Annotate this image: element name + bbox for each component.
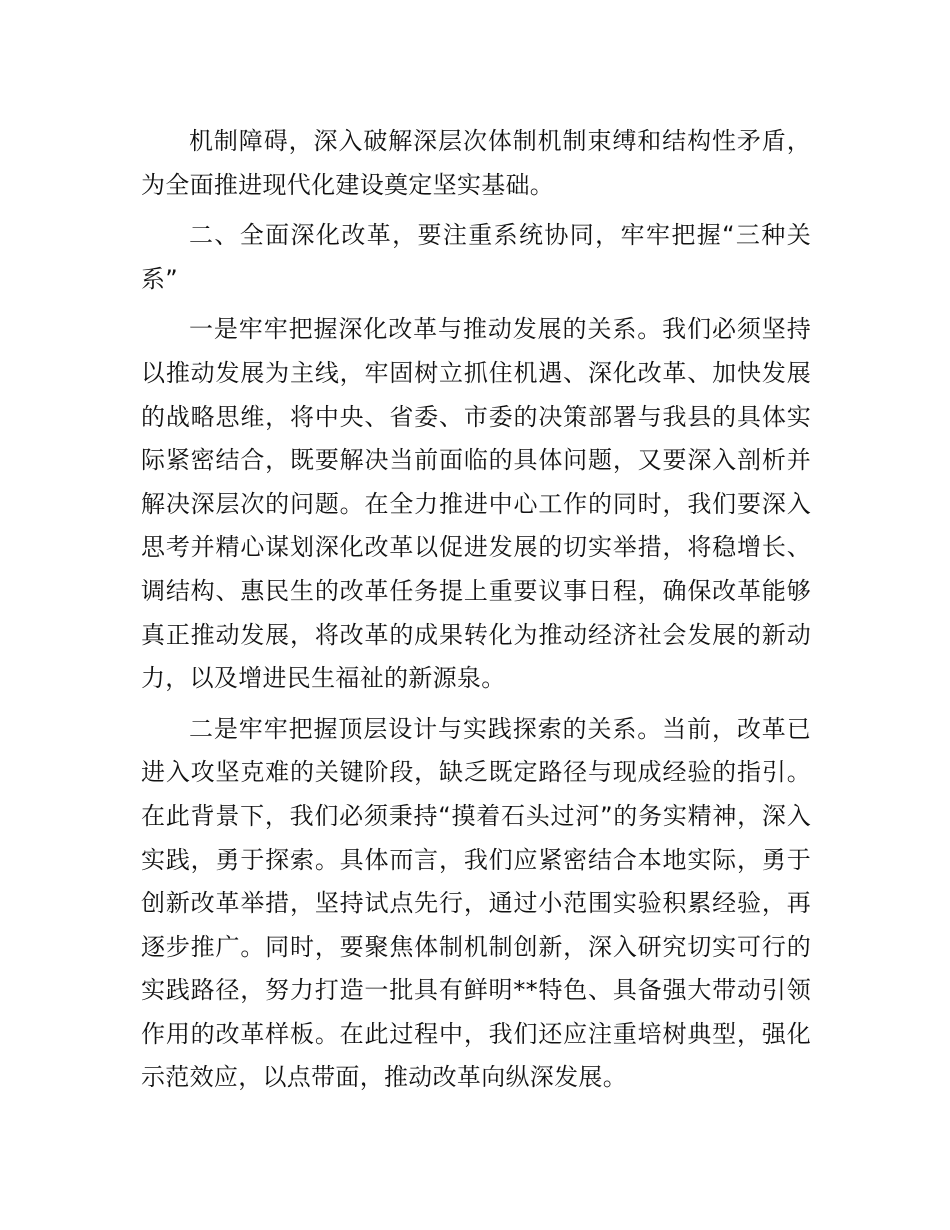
- section-heading: 二、全面深化改革，要注重系统协同，牢牢把握“三种关系”: [141, 221, 811, 293]
- document-body: [141, 120, 811, 1100]
- paragraph-design-practice: 二是牢牢把握顶层设计与实践探索的关系。当前，改革已进入攻坚克难的关键阶段，缺乏既定路径与现成经验的指引。在此背景下，我们必须秉持“摸着石头过河”的务实精神，深入实践，勇于探索。具体而言，我们应紧密结合本地实际，勇于创新改革举措，坚持试点先行，通过小范围实验积累经验，再逐步推广。同时，要聚焦体制机制创新，深入研究切实可行的实践路径，努力打造一批具有鲜明**特色、具备强大带动引领作用的改革样板。在此过程中，我们还应注重培树典型，强化示范效应，以点带面，推动改革向纵深发展。: [141, 714, 811, 1092]
- paragraph-continuation: 机制障碍，深入破解深层次体制机制束缚和结构性矛盾，为全面推进现代化建设奠定坚实基础。: [141, 127, 811, 199]
- paragraph-reform-development: 一是牢牢把握深化改革与推动发展的关系。我们必须坚持以推动发展为主线，牢固树立抓住机遇、深化改革、加快发展的战略思维，将中央、省委、市委的决策部署与我县的具体实际紧密结合，既要解决当前面临的具体问题，又要深入剖析并解决深层次的问题。在全力推进中心工作的同时，我们要深入思考并精心谋划深化改革以促进发展的切实举措，将稳增长、调结构、惠民生的改革任务提上重要议事日程，确保改革能够真正推动发展，将改革的成果转化为推动经济社会发展的新动力，以及增进民生福祉的新源泉。: [141, 315, 811, 693]
